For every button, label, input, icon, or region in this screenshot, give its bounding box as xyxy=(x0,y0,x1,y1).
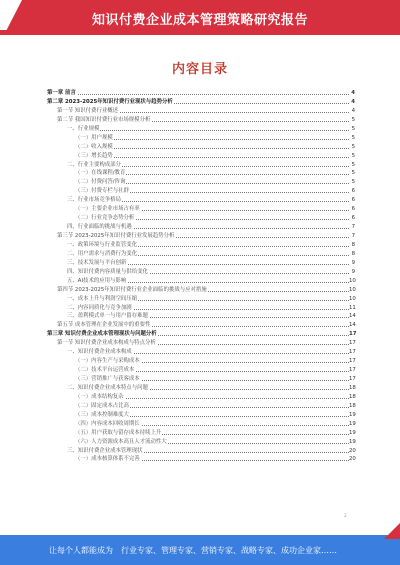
toc-entry[interactable] xyxy=(0,107,400,116)
toc-entry[interactable] xyxy=(0,455,400,464)
toc-entry-title: （二）付费问答/咨询 xyxy=(75,179,126,186)
toc-entry-title: （四）内容成本回收周期长 xyxy=(75,420,140,427)
toc-entry[interactable] xyxy=(0,250,400,259)
toc-entry-page: 17 xyxy=(349,358,356,365)
toc-entry-page: 6 xyxy=(351,206,355,213)
toc-entry-page: 6 xyxy=(351,215,355,222)
toc-entry[interactable] xyxy=(0,232,400,241)
toc-entry[interactable] xyxy=(0,187,400,196)
toc-entry-title: （一）用户规模 xyxy=(75,134,113,141)
toc-entry-title: （一）成本结构复杂 xyxy=(75,393,124,400)
toc-entry-page: 5 xyxy=(351,125,355,132)
toc-entry-title: 第五节 成本管理在企业发展中的重要性 xyxy=(57,322,151,329)
toc-entry-page: 20 xyxy=(349,447,356,454)
toc-entry-title: （三）营销推广与获客成本 xyxy=(75,376,140,382)
toc-entry-title: 四、行业面临的挑战与机遇 xyxy=(67,224,132,231)
toc-entry[interactable] xyxy=(0,116,400,125)
toc-entry[interactable] xyxy=(0,205,400,214)
toc-entry-title: 二、行业主要构成部分 xyxy=(67,161,121,168)
toc-entry-page: 17 xyxy=(349,349,356,356)
toc-entry[interactable] xyxy=(0,393,400,402)
toc-entry-title: （二）技术平台运营成本 xyxy=(75,367,135,374)
toc-entry[interactable] xyxy=(0,411,400,420)
toc-entry-page: 5 xyxy=(351,170,355,177)
toc-entry-page: 17 xyxy=(349,367,356,374)
toc-entry[interactable] xyxy=(0,286,400,295)
toc-entry-page: 17 xyxy=(349,340,356,347)
toc-entry[interactable] xyxy=(0,366,400,375)
toc-entry[interactable] xyxy=(0,268,400,277)
toc-entry-page: 4 xyxy=(351,90,355,96)
toc-entry[interactable] xyxy=(0,339,400,348)
toc-entry-title: 二、用户需求与消费行为变化 xyxy=(67,250,138,257)
toc-entry-title: 第三章 知识付费企业成本管理现状与问题分析 xyxy=(47,331,157,338)
toc-leader-dots xyxy=(47,94,349,95)
footer-slogan xyxy=(49,545,337,556)
toc-entry-title: 三、盈利模式单一与用户留存难题 xyxy=(67,313,148,320)
toc-entry[interactable] xyxy=(0,357,400,366)
toc-entry[interactable] xyxy=(0,321,400,330)
toc-entry[interactable] xyxy=(0,259,400,268)
toc-entry-title: （五）用户获取与留存成本持续上升 xyxy=(75,429,162,436)
toc-entry-page: 4 xyxy=(351,98,355,105)
table-of-contents xyxy=(0,89,400,464)
toc-entry-page: 5 xyxy=(351,116,355,123)
toc-entry[interactable] xyxy=(0,295,400,304)
toc-entry-page: 14 xyxy=(349,313,356,320)
toc-entry[interactable] xyxy=(0,125,400,134)
toc-entry-page: 18 xyxy=(349,402,356,409)
toc-entry[interactable] xyxy=(0,152,400,161)
toc-entry-title: （一）内容生产与采购成本 xyxy=(75,358,140,365)
toc-entry[interactable] xyxy=(0,196,400,205)
toc-entry[interactable] xyxy=(0,89,400,98)
footer-slogan-part2: 行业专家、管理专家、营销专家、战略专家、成功企业家…… xyxy=(121,546,337,555)
toc-entry-page: 6 xyxy=(351,197,355,204)
toc-entry-title: 四、知识付费内容质量与供给变化 xyxy=(67,268,148,275)
toc-entry-page: 19 xyxy=(349,429,356,436)
toc-entry-title: 第一节 知识付费企业成本构成与特点分析 xyxy=(57,340,156,347)
toc-entry[interactable] xyxy=(0,438,400,447)
toc-entry-page: 10 xyxy=(349,286,356,293)
toc-entry-page: 19 xyxy=(349,411,356,418)
toc-entry-title: 三、技术发展与平台创新 xyxy=(67,259,127,266)
toc-entry[interactable] xyxy=(0,312,400,321)
toc-entry[interactable] xyxy=(0,447,400,456)
toc-entry[interactable] xyxy=(0,241,400,250)
toc-entry[interactable] xyxy=(0,304,400,313)
toc-leader-dots xyxy=(75,157,349,158)
toc-leader-dots xyxy=(67,130,349,131)
toc-entry-page: 4 xyxy=(351,107,355,114)
toc-entry-title: 一、行业规模 xyxy=(67,125,100,132)
toc-entry[interactable] xyxy=(0,134,400,143)
toc-entry-title: 第一节 知识付费行业概述 xyxy=(57,107,119,114)
toc-entry-title: （二）固定成本占比高 xyxy=(75,402,129,409)
toc-entry-title: 第三节 2023-2025年知识付费行业发展趋势分析 xyxy=(57,233,175,239)
toc-entry-title: 五、AI技术的应用与影响 xyxy=(67,277,127,284)
toc-entry-page: 5 xyxy=(351,143,355,150)
toc-entry[interactable] xyxy=(0,348,400,357)
toc-heading: 内容目录 xyxy=(171,62,228,77)
toc-entry-title: （一）在线课程/教育 xyxy=(75,170,126,177)
toc-leader-dots xyxy=(75,139,349,140)
toc-entry-page: 7 xyxy=(351,224,355,231)
toc-entry-title: 第四节 2023-2025年知识付费行业企业面临的挑战与应对措施 xyxy=(57,286,207,293)
toc-entry-title: 三、行业市场竞争格局 xyxy=(67,197,121,204)
toc-entry-page: 17 xyxy=(349,376,356,382)
footer-bar xyxy=(0,535,400,565)
toc-entry-title: （三）增长趋势 xyxy=(75,152,113,159)
toc-entry-page: 8 xyxy=(351,250,355,257)
toc-entry-page: 5 xyxy=(351,134,355,141)
toc-entry-page: 9 xyxy=(351,268,355,275)
toc-entry-title: （三）成本控制难度大 xyxy=(75,411,129,418)
toc-entry[interactable] xyxy=(0,429,400,438)
toc-entry-page: 11 xyxy=(349,304,356,311)
toc-entry[interactable] xyxy=(0,402,400,411)
corner-decoration-icon xyxy=(384,523,400,539)
toc-entry[interactable] xyxy=(0,384,400,393)
toc-entry-page: 7 xyxy=(351,233,355,239)
toc-entry-page: 8 xyxy=(351,241,355,248)
report-title: 知识付费企业成本管理策略研究报告 xyxy=(91,13,308,28)
toc-entry-page: 10 xyxy=(349,277,356,284)
header-bar xyxy=(0,0,400,35)
toc-leader-dots xyxy=(75,148,349,149)
toc-entry[interactable] xyxy=(0,330,400,339)
toc-entry-title: 二、内容同质化与竞争加剧 xyxy=(67,304,132,311)
toc-entry[interactable] xyxy=(0,98,400,107)
toc-entry-title: （一）主要企业市场占有率 xyxy=(75,206,140,213)
toc-entry-page: 14 xyxy=(349,322,356,329)
toc-entry-page: 19 xyxy=(349,420,356,427)
toc-entry[interactable] xyxy=(0,277,400,286)
toc-entry-title: （二）行业竞争态势分析 xyxy=(75,215,135,222)
toc-entry-page: 20 xyxy=(349,456,356,463)
toc-entry-title: （一）成本核算体系不完善 xyxy=(75,456,140,463)
toc-entry-title: 二、知识付费企业成本特点与问题 xyxy=(67,384,148,391)
toc-entry-title: （二）收入规模 xyxy=(75,143,113,150)
toc-entry-title: 第二章 2023-2025年知识付费行业现状与趋势分析 xyxy=(47,98,173,105)
toc-entry-title: 一、成本上升与利润空间压缩 xyxy=(67,295,138,302)
toc-entry[interactable] xyxy=(0,178,400,187)
toc-entry-page: 9 xyxy=(351,259,355,266)
toc-entry[interactable] xyxy=(0,161,400,170)
toc-entry-page: 10 xyxy=(349,295,356,302)
toc-entry[interactable] xyxy=(0,169,400,178)
toc-entry-title: 一、知识付费企业成本构成 xyxy=(67,349,132,356)
toc-entry-title: 第二节 我国知识付费行业市场规模分析 xyxy=(57,116,151,123)
toc-entry-page: 17 xyxy=(349,331,357,338)
toc-entry-title: （三）付费专栏与社群 xyxy=(75,188,129,195)
toc-entry[interactable] xyxy=(0,143,400,152)
toc-entry-page: 5 xyxy=(351,161,355,168)
toc-entry[interactable] xyxy=(0,214,400,223)
toc-entry[interactable] xyxy=(0,420,400,429)
toc-entry-page: 18 xyxy=(349,384,356,391)
toc-entry[interactable] xyxy=(0,223,400,232)
toc-entry-page: 6 xyxy=(351,188,355,195)
toc-entry-title: （六）人力资源成本高且人才流动性大 xyxy=(75,438,167,445)
toc-entry-page: 5 xyxy=(351,179,355,186)
toc-entry-page: 19 xyxy=(349,438,356,445)
toc-entry[interactable] xyxy=(0,375,400,384)
toc-entry-page: 18 xyxy=(349,393,356,400)
toc-entry-title: 三、知识付费企业成本管理现状 xyxy=(67,447,143,454)
toc-entry-page: 5 xyxy=(351,152,355,159)
footer-slogan-part1: 让每个人都能成为 xyxy=(49,546,113,555)
page-marker: 2 xyxy=(344,513,347,518)
toc-entry-title: 一、政策环境与行业监管变化 xyxy=(67,241,138,248)
toc-entry-title: 第一章 前言 xyxy=(47,90,76,96)
